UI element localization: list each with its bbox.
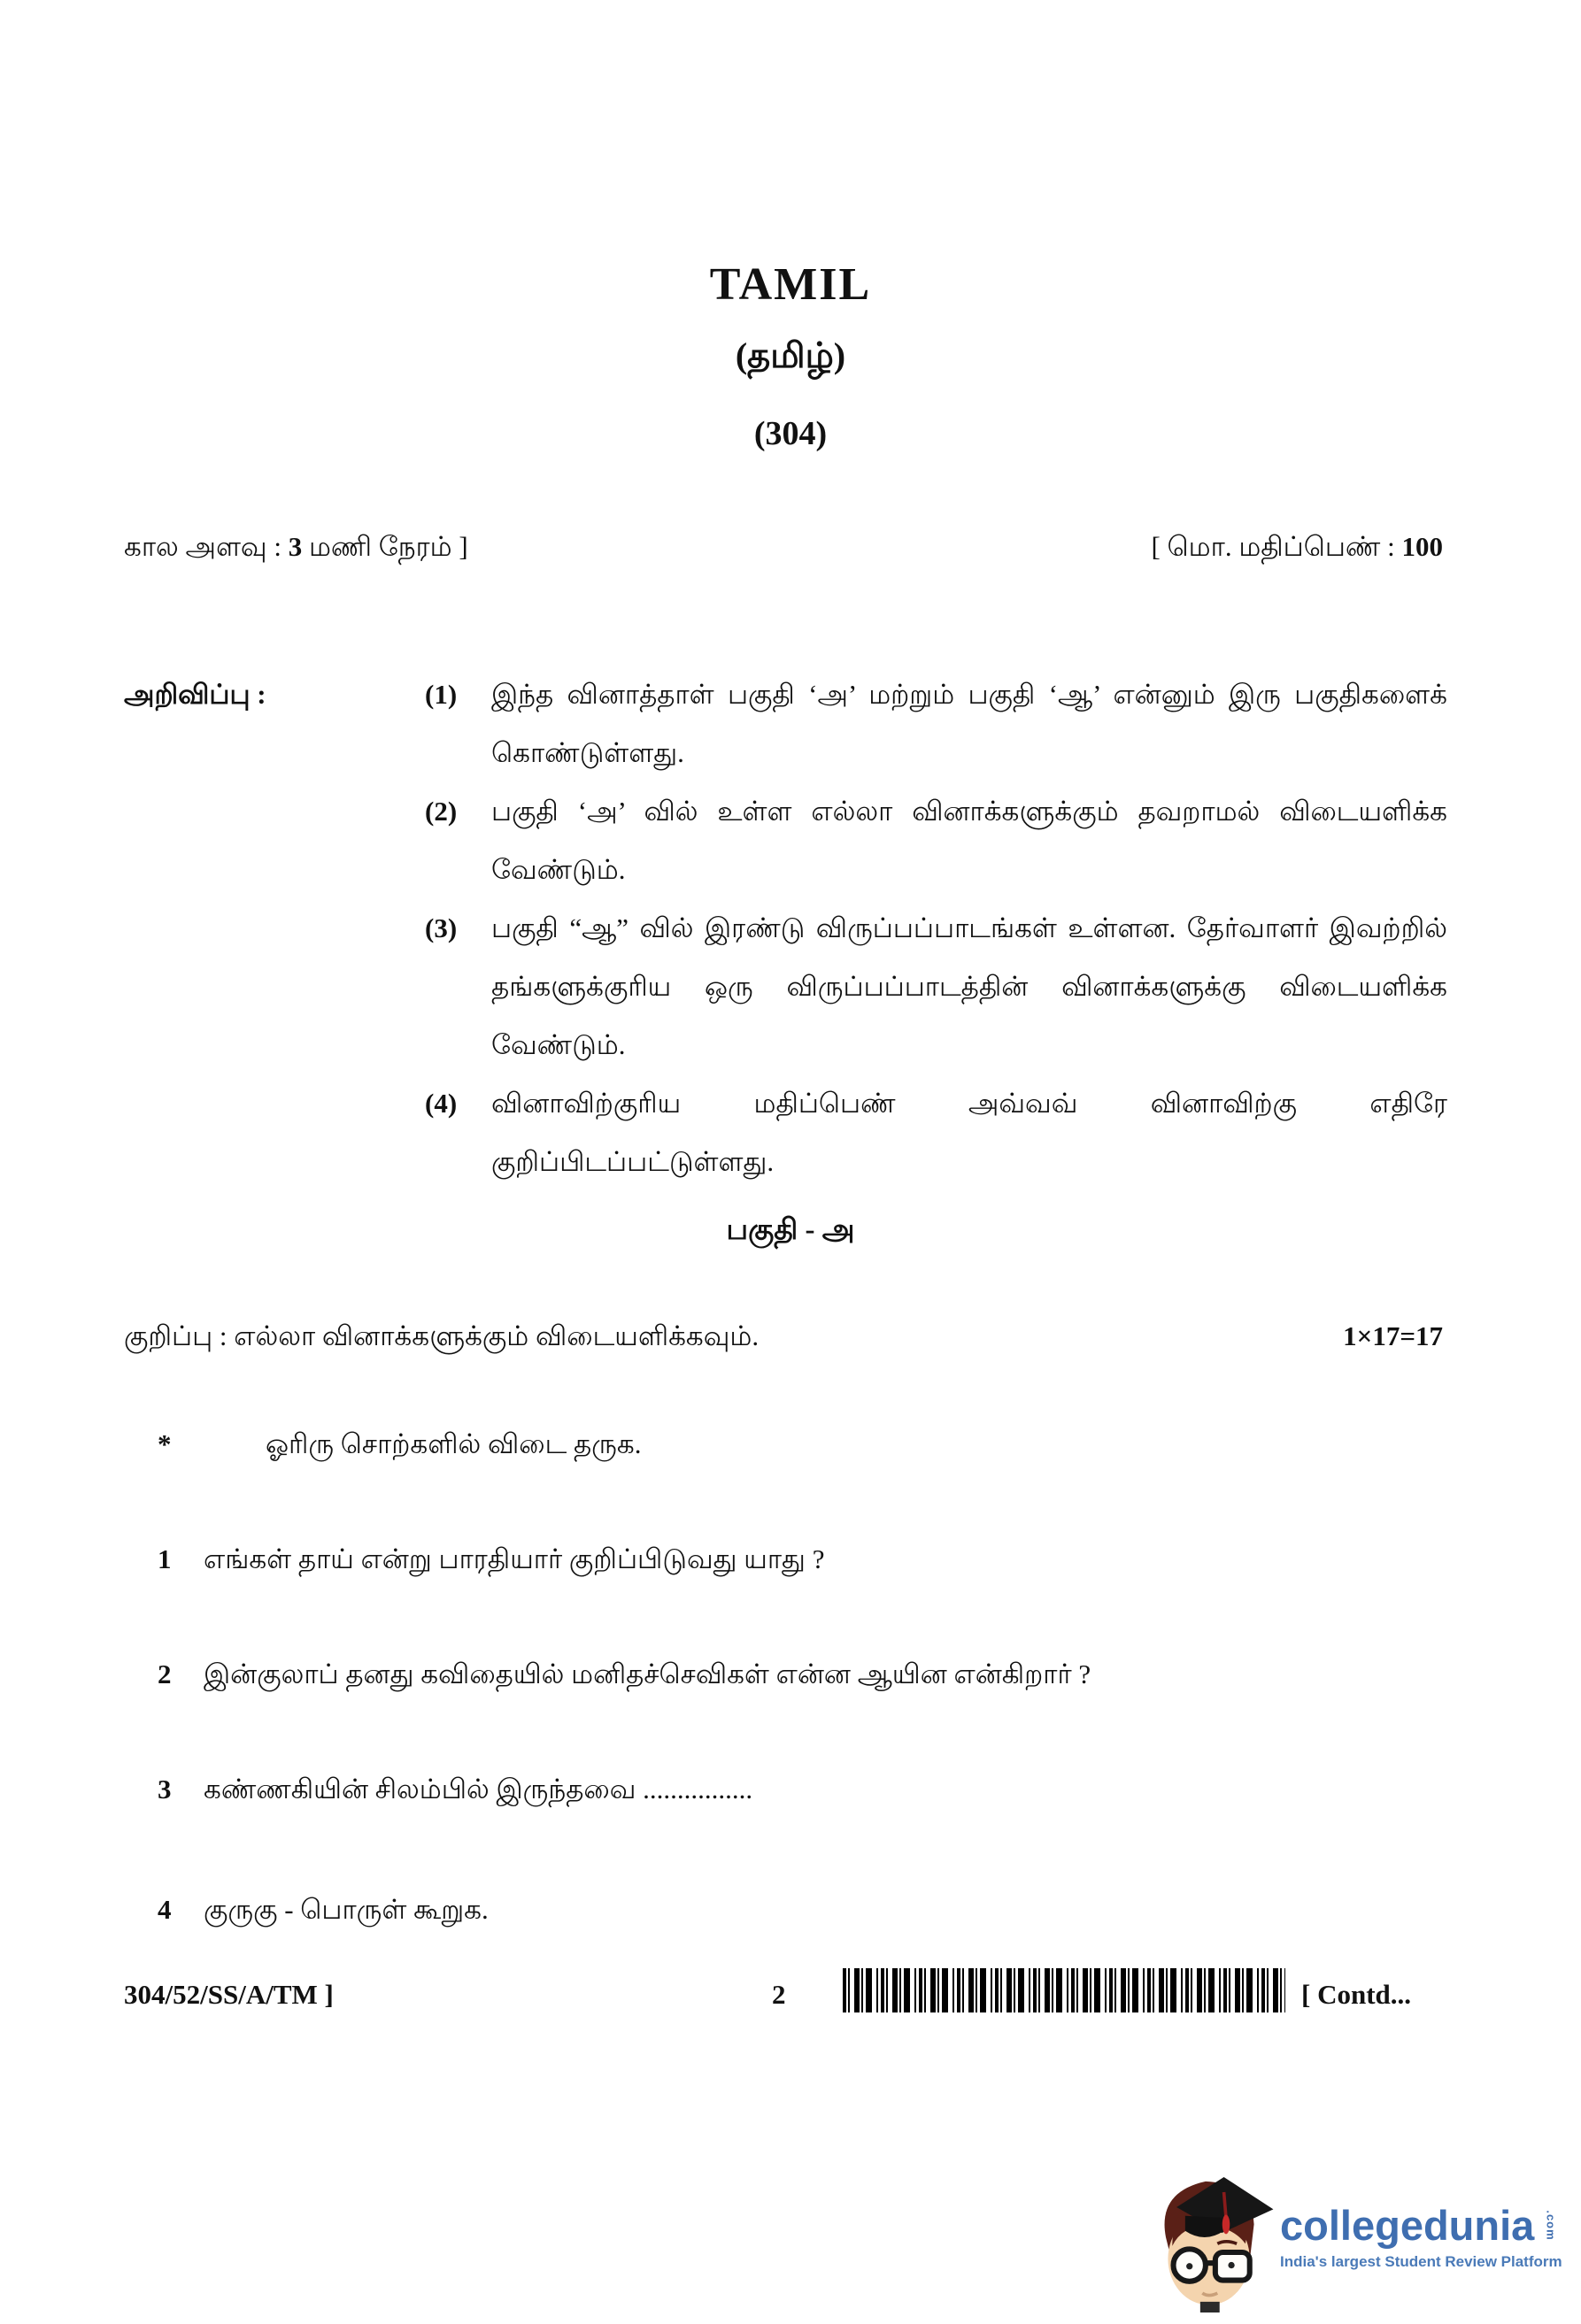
question-text: கண்ணகியின் சிலம்பில் இருந்தவை ................: [204, 1774, 753, 1805]
note-label: குறிப்பு :: [124, 1320, 235, 1351]
question-number: 2: [158, 1658, 172, 1689]
question-number: 3: [158, 1774, 172, 1805]
brand-tagline: India's largest Student Review Platform: [1280, 2252, 1562, 2270]
mascot-icon: [1145, 2162, 1276, 2312]
question-row: [124, 1543, 1443, 1579]
barcode: [843, 1968, 1285, 2012]
question-number: 4: [158, 1894, 172, 1925]
brand-tld: .com: [1544, 2209, 1558, 2241]
instruction-item: [124, 782, 1452, 899]
instructions-block: [124, 666, 1452, 1191]
time-allowed-label: கால அளவு : 3 மணி நேரம் ]: [124, 531, 468, 562]
page-number: 2: [772, 1979, 786, 2010]
instruction-item: [124, 899, 1452, 1074]
instruction-item: [124, 1074, 1452, 1191]
instruction-text: பகுதி “ஆ” வில் இரண்டு விருப்பப்பாடங்கள் உள்ளன. தேர்வாளர் இவற்றில் தங்களுக்குரிய ஒரு விருப்பப்பாடத்தின் வினாக்களுக்கு விடையளிக்க வேண்டும்.: [491, 912, 1447, 1060]
question-number: 1: [158, 1543, 172, 1574]
instruction-text: பகுதி ‘அ’ வில் உள்ள எல்லா வினாக்களுக்கும் தவறாமல் விடையளிக்க வேண்டும்.: [491, 796, 1447, 885]
instruction-number: (1): [425, 679, 458, 710]
section-note-row: [124, 1320, 1443, 1356]
total-marks-label: [ மொ. மதிப்பெண் : 100: [1151, 531, 1443, 562]
collegedunia-logo: [1145, 2159, 1569, 2315]
question-row: [124, 1774, 1443, 1809]
paper-ref: 304/52/SS/A/TM ]: [124, 1979, 334, 2010]
marks-scheme: 1×17=17: [1343, 1320, 1443, 1351]
question-text: குருகு - பொருள் கூறுக.: [204, 1894, 489, 1925]
page-footer: [124, 1974, 1443, 2027]
instruction-text: வினாவிற்குரிய மதிப்பெண் அவ்வவ் வினாவிற்கு எதிரே குறிப்பிடப்பட்டுள்ளது.: [491, 1088, 1447, 1177]
instruction-number: (4): [425, 1088, 458, 1119]
instruction-item: [124, 666, 1452, 782]
section-note: [124, 1320, 759, 1356]
instructions-label: அறிவிப்பு :: [124, 679, 266, 710]
question-row: [124, 1894, 1443, 1929]
paper-code: (304): [753, 415, 828, 452]
page-subtitle-tamil: (தமிழ்): [735, 335, 846, 375]
star-instruction-text: ஓரிரு சொற்களில் விடை தருக.: [266, 1428, 642, 1459]
star-marker: *: [158, 1428, 172, 1459]
instruction-number: (3): [425, 912, 458, 943]
instruction-text: இந்த வினாத்தாள் பகுதி ‘அ’ மற்றும் பகுதி ‘ஆ’ என்னும் இரு பகுதிகளைக் கொண்டுள்ளது.: [491, 679, 1447, 768]
meta-row: [124, 531, 1443, 566]
instruction-number: (2): [425, 796, 458, 827]
brand-name: collegedunia: [1280, 2201, 1535, 2249]
page-title: TAMIL: [709, 259, 872, 310]
contd-label: [ Contd...: [1301, 1979, 1412, 2010]
question-row: [124, 1658, 1443, 1694]
star-instruction-row: [124, 1428, 1443, 1464]
question-text: இன்குலாப் தனது கவிதையில் மனிதச்செவிகள் என்ன ஆயின என்கிறார் ?: [204, 1658, 1091, 1689]
section-a-heading: பகுதி - அ: [726, 1214, 855, 1246]
question-text: எங்கள் தாய் என்று பாரதியார் குறிப்பிடுவது யாது ?: [204, 1543, 825, 1574]
note-text: எல்லா வினாக்களுக்கும் விடையளிக்கவும்.: [234, 1320, 760, 1351]
